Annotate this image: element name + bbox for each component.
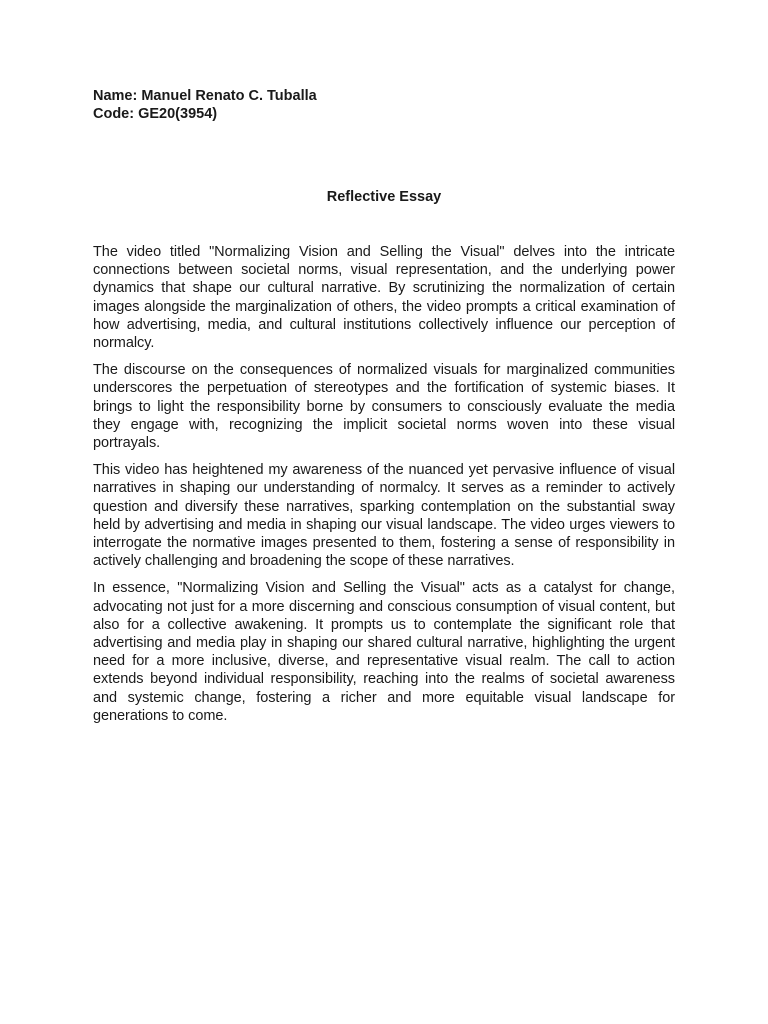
essay-title: Reflective Essay [326, 189, 442, 205]
essay-paragraph-4: In essence, "Normalizing Vision and Selling the Visual" acts as a catalyst for change, advocating not just for a more discerning and conscious consumption of visual content, but also for a collective awakening. It prompts us to contemplate the significant role that advertising and media play in shaping our shared cultural narrative, highlighting the urgent need for a more inclusive, diverse, and representative visual realm. The call to action extends beyond individual responsibility, reaching into the realms of societal awareness and systemic change, fostering a richer and more equitable visual landscape for generations to come. [93, 580, 675, 724]
essay-paragraph-1: The video titled "Normalizing Vision and Selling the Visual" delves into the intricate connections between societal norms, visual representation, and the underlying power dynamics that shape our cultural narrative. By scrutinizing the normalization of certain images alongside the marginalization of others, the video prompts a critical examination of how advertising, media, and cultural institutions collectively influence our perception of normalcy. [93, 244, 675, 352]
essay-paragraph-3: This video has heightened my awareness of the nuanced yet pervasive influence of visual narratives in shaping our understanding of normalcy. It serves as a reminder to actively question and diversify these narratives, sparking contemplation on the substantial sway held by advertising and media in shaping our visual landscape. The video urges viewers to interrogate the normative images presented to them, fostering a sense of responsibility in actively challenging and broadening the scope of these narratives. [93, 462, 675, 570]
author-name: Name: Manuel Renato C. Tuballa [93, 88, 317, 104]
course-code: Code: GE20(3954) [93, 106, 218, 122]
essay-paragraph-2: The discourse on the consequences of normalized visuals for marginalized communities underscores the perpetuation of stereotypes and the fortification of systemic biases. It brings to light the responsibility borne by consumers to consciously evaluate the media they engage with, recognizing the implicit societal norms woven into these visual portrayals. [93, 362, 675, 452]
document-header [93, 87, 675, 123]
essay-body [93, 243, 675, 734]
